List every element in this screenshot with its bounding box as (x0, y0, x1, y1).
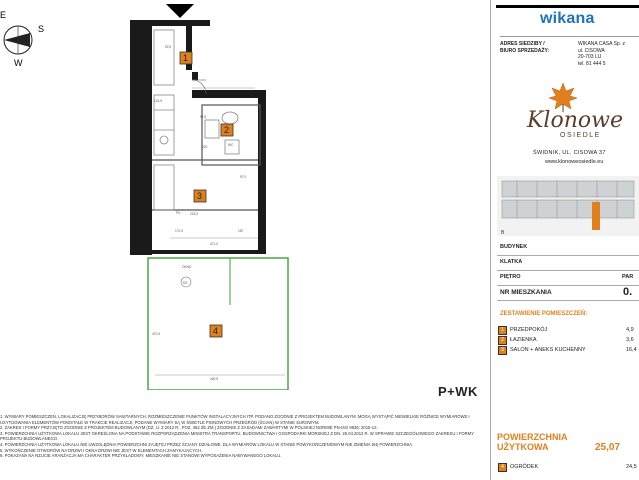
room-num: 3 (498, 346, 507, 355)
dim-text: 172,5 (175, 229, 183, 233)
label-ok: OKNO (182, 265, 192, 269)
wikana-logo: wikana (540, 10, 595, 27)
address-line: 20-703 LU (578, 54, 602, 60)
pwk-label: P+WK (438, 384, 478, 399)
room-4-marker: 4 (213, 326, 219, 336)
website-link[interactable]: www.klonoweosiedle.eu (545, 159, 604, 165)
dim-text: 400,5 (210, 377, 218, 381)
label-wc: WC (228, 143, 234, 147)
room-name: ŁAZIENKA (510, 337, 537, 343)
compass-s: S (38, 24, 45, 34)
compass-e: E (0, 10, 7, 20)
address-line: ul. CISOWA (578, 47, 605, 54)
garden-num: 4 (498, 463, 507, 472)
info-row-apartment (497, 286, 639, 301)
room-1-marker: 1 (183, 53, 189, 63)
note-line: 2. ZAKRES I FORMY PRZYJĘTO ZGODNIE Z PROJEKTEM BUDOWLANYM (DZ. U. Z 2012 R., POZ. 462 ZE ZM.) ZGODNIE Z ZASADAMI ZAWARTYMI W POLSKIEJ NORMIE PN-ISO 9836: 2015-12. (0, 425, 378, 431)
dim-text: 124,5 (154, 99, 162, 103)
dim-text: 187 (238, 229, 244, 233)
room-num: 2 (498, 336, 507, 345)
info-panel (490, 0, 639, 480)
room-area: 16,4 (626, 347, 637, 353)
row-label: PIĘTRO (500, 274, 521, 280)
room-area: 3,6 (626, 337, 634, 343)
dim-text: 471,0 (210, 242, 218, 246)
notes (0, 414, 490, 459)
address-label (500, 41, 549, 54)
floor-plan (130, 0, 290, 390)
site-plan-map (497, 176, 639, 236)
address-label-1: ADRES SIEDZIBY / (500, 41, 545, 47)
info-row-building (497, 241, 639, 256)
address-label-2: BIURO SPRZEDAŻY: (500, 47, 550, 54)
room-name: SALON + ANEKS KUCHENNY (510, 347, 586, 353)
estate-sub: OSIEDLE (560, 132, 601, 139)
address-line: tel. 81 444 5 (578, 60, 606, 67)
rooms-title: ZESTAWIENIE POMIESZCZEŃ: (500, 311, 588, 317)
garden-outline (148, 258, 288, 390)
row-label: KLATKA (500, 259, 523, 265)
room-2-marker: 2 (224, 125, 230, 135)
estate-name: Klonowe (527, 108, 623, 133)
note-line: 4. POWIERZCHNIA UŻYTKOWA LOKALU NIE UWZGLĘDNIA POWIERZCHNI ZAJĘTEJ PRZEZ ŚCIANY DZIAŁOWE. DLA WYMIARÓW LOKALU W STANIE POWYKOŃCZENIOWYM NIE ZMIENIA SIĘ POWIERZCHNIA. (0, 441, 414, 447)
usable-area-value: 25,07 (595, 442, 621, 453)
note-line: 5. WYKOŃCZENIE OTWORÓW NA DRZWI I OKNA DRZWI NIE JEST W ELEMENTACH ZAMYKAJĄCYCH. (0, 447, 203, 453)
row-value: 0. (623, 286, 633, 298)
dim-text: 97,5 (200, 115, 207, 119)
room-row (497, 336, 639, 345)
usable-area-label (497, 432, 568, 452)
site-label: B (501, 230, 505, 236)
room-3-marker: 3 (197, 191, 203, 201)
dim-text: 470,5 (152, 332, 160, 336)
row-label: NR MIESZKANIA (500, 289, 552, 296)
dim-text: 215,5 (190, 212, 198, 216)
entrance-arrow-icon (166, 4, 194, 18)
garden-name: OGRÓDEK (510, 464, 539, 470)
room-num: 1 (498, 326, 507, 335)
address-line: WIKANA CASA Sp. z (578, 41, 625, 47)
row-value: PAR (622, 274, 634, 280)
dim-text: 97,0 (240, 175, 247, 179)
city-address: ŚWIDNIK, UL. CISOWA 37 (533, 150, 606, 156)
room-name: PRZEDPOKÓJ (510, 327, 548, 333)
dim-text: 222 (202, 145, 208, 149)
info-row-stairwell (497, 256, 639, 271)
info-row-floor (497, 271, 639, 286)
usable-area-label-1: POWIERZCHNIA (497, 432, 568, 442)
usable-area-label-2: UŻYTKOWA (497, 442, 549, 452)
note-line: 6. POKAZANA NA RZUCIE ARANŻACJA MA CHARAKTER PRZYKŁADOWY. MIESZKANIE NIE STANOWI WYPOSAŻENIA NABYWANEGO LOKALU. (0, 453, 282, 459)
garden-area: 24,5 (626, 464, 637, 470)
garden-row (497, 463, 639, 472)
panel-top-bar (496, 5, 639, 8)
dim-text: 92,5 (165, 45, 172, 49)
divider (500, 36, 639, 37)
compass-w: W (14, 58, 23, 68)
note-line: 3. POWIERZCHNIA UŻYTKOWA LOKALU JEST OKREŚLONA NA PODSTAWIE ROZPORZĄDZENIA MINISTRA TRANSPORTU, BUDOWNICTWA I GOSPODARKI MORSKIEJ Z DN. 25.04.2012 R. W SPRAWIE SZCZEGÓŁOWEGO ZAKRESU I FORMY PROJEKTU BUDOWLANEGO. (0, 430, 474, 442)
note-line: 1. WYMIARY POMIESZCZEŃ, LOKALIZACJĘ PRZYBORÓW SANITARNYCH, ROZMIESZCZENIE PUNKTÓW INSTALACYJNYCH ITP. PODANO ZGODNIE Z PROJEKTEM BUDOWLANYM. MOGĄ WYSTĄPIĆ NIEWIELKIE RÓŻNICE WYMIAROWE I USYTUOWANIA ELEMENTÓW POWSTAŁE W TRAKCIE REALIZACJI. PODANE WYMIARY SĄ W ŚWIETLE PIONOWYCH PRZEGRÓD (ŚCIAN) W STANIE SUROWYM. (0, 414, 470, 425)
address-value (578, 41, 625, 67)
compass-icon (0, 0, 60, 70)
room-row (497, 346, 639, 355)
room-area: 4,9 (626, 327, 634, 333)
label-ds: DS (183, 281, 188, 285)
label-pu: PU (176, 211, 181, 215)
row-label: BUDYNEK (500, 244, 528, 250)
room-row (497, 326, 639, 335)
